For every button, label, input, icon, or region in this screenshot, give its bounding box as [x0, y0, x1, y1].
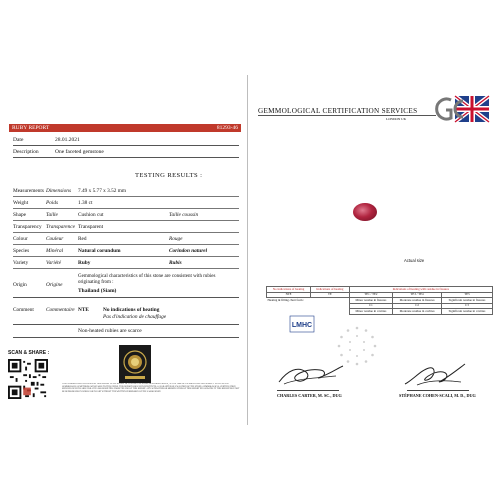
heat-cell: TE1 / TE2 — [349, 292, 393, 298]
result-row-species — [13, 246, 239, 257]
comment-row-fr — [13, 312, 239, 323]
heat-cell: Minor residue in fissures — [349, 298, 393, 304]
result-row-weight — [13, 198, 239, 209]
row-label: Transparency — [13, 224, 42, 230]
row-label-fr: Dimensions — [46, 188, 72, 194]
date-value: 28.01.2021 — [55, 137, 80, 143]
heating-chart-table — [266, 286, 493, 315]
heat-cell: Moderate residue in fissures — [393, 298, 442, 304]
actual-size-label: Actual size — [404, 258, 425, 263]
row-label-fr: Couleur — [46, 236, 64, 242]
divider — [258, 115, 436, 116]
heat-cell: Significant residue in fissures — [441, 298, 492, 304]
signer-cohen-scali: STÉPHANE COHEN-SCALI, M. D., DUG — [399, 393, 476, 398]
nonheated-note: Non-heated rubies are scarce — [78, 328, 142, 334]
row-label-fr: Minéral — [46, 248, 64, 254]
row-label-fr: Taille — [46, 212, 58, 218]
date-row — [13, 137, 80, 143]
origin-label-fr: Origine — [46, 282, 63, 288]
gcs-flag-logo-icon — [435, 94, 491, 124]
hologram-seal-icon — [119, 345, 151, 383]
row-value: 1.38 ct — [78, 200, 93, 206]
comment-label-fr: Commentaire — [46, 307, 75, 313]
heat-cell: TE3 / TE4 — [393, 292, 442, 298]
scan-share-label: SCAN & SHARE : — [8, 350, 50, 356]
heat-cell: Significant residue in cavities — [441, 309, 492, 315]
signature-line — [407, 390, 469, 391]
gcs-certificate-page — [249, 75, 500, 425]
row-value: Ruby — [78, 260, 91, 266]
comment-value-fr: Pas d'indication de chauffage — [103, 314, 167, 320]
ruby-report-page — [0, 75, 248, 425]
heat-cell: Indications of heating with residue in fissures — [349, 287, 492, 293]
signature-line — [277, 390, 339, 391]
row-value-fr: Taille coussin — [169, 212, 199, 218]
origin-label: Origin — [13, 282, 27, 288]
description-label: Description — [13, 149, 39, 155]
row-value: Natural corundum — [78, 248, 121, 254]
divider — [13, 337, 239, 338]
row-label: Species — [13, 248, 30, 254]
heat-cell: No indications of heating — [267, 287, 311, 293]
result-row-variety — [13, 258, 239, 269]
signer-carter: CHARLES CARTER, M. SC., DUG — [277, 393, 342, 398]
comment-label: Comment — [13, 307, 34, 313]
qr-code[interactable] — [8, 358, 48, 400]
row-value-fr: Corindon naturel — [169, 248, 208, 254]
result-row-transparency — [13, 222, 239, 233]
result-row-shape — [13, 210, 239, 221]
heat-chart-source: Heating & filling chart from : — [267, 297, 305, 302]
description-row — [13, 149, 104, 155]
report-number: 81293-46 — [216, 125, 238, 131]
divider — [13, 145, 239, 146]
ruby-stone-photo — [353, 203, 377, 221]
legal-fineprint: THE INFORMATION CONTAINED IN THIS REPORT IS THE RESULT OF TESTING THE STONE DESCRIBED ABOVE, AT THE TIME OF EXAMINATION AND SUBJECT TO ACCEPTED GEMMOLOGICAL METHODS APPLICABLE TO THIS STONE. THIS REPORT DOES NOT CONSTITUTE A GUARANTEE OR VALUATION OF THE STONE. GEMMOLOGICAL CERTIFICATION SERVICES IS NOT LIABLE FOR ANY LOSS RESULTING FROM THE USE OF THIS REPORT. ANY ALTERATION OR MODIFICATION OF THIS REPORT INVALIDATES IT. THIS REPORT MAY NOT BE REPRODUCED IN WHOLE OR IN PART WITHOUT THE WRITTEN PERMISSION OF THE LABORATORY. — [62, 383, 240, 393]
heat-cell: C3 — [441, 303, 492, 309]
heat-cell: TE — [311, 292, 350, 298]
lab-name: GEMMOLOGICAL CERTIFICATION SERVICES — [258, 107, 418, 115]
row-value: Cushion cut — [78, 212, 104, 218]
lab-location: LONDON UK — [386, 117, 407, 121]
row-label: Shape — [13, 212, 26, 218]
report-header-bar — [9, 124, 241, 132]
signature-cohen-scali — [399, 360, 469, 388]
heat-cell: Minor residue in cavities — [349, 309, 393, 315]
result-row-colour — [13, 234, 239, 245]
comment-code: NTE — [78, 307, 89, 313]
origin-note: Gemmological characteristics of this stone are consistent with rubies originating from : — [78, 274, 216, 285]
heat-cell: C2 — [393, 303, 442, 309]
description-value: One faceted gemstone — [55, 149, 104, 155]
heat-cell: C1 — [349, 303, 393, 309]
row-label: Measurements — [13, 188, 44, 194]
row-value-fr: Rubis — [169, 260, 182, 266]
row-label: Colour — [13, 236, 28, 242]
heat-cell: Indications of heating — [311, 287, 350, 293]
row-label: Variety — [13, 260, 29, 266]
origin-country: Thailand (Siam) — [78, 288, 117, 294]
heat-cell: NTE — [267, 292, 311, 298]
comment-value: No indications of heating — [103, 307, 160, 313]
date-label: Date — [13, 137, 24, 143]
signature-carter — [276, 360, 346, 388]
divider — [13, 324, 239, 325]
heat-cell: Moderate residue in cavities — [393, 309, 442, 315]
row-label: Weight — [13, 200, 29, 206]
lmhc-logo-icon — [289, 315, 315, 333]
report-label: RUBY REPORT — [12, 125, 50, 131]
row-value: Red — [78, 236, 87, 242]
heat-cell: TE5 — [441, 292, 492, 298]
row-value: Transparent — [78, 224, 104, 230]
row-value-fr: Rouge — [169, 236, 183, 242]
row-label-fr: Variété — [46, 260, 62, 266]
testing-results-title: TESTING RESULTS : — [135, 172, 203, 179]
row-label-fr: Transparence — [46, 224, 75, 230]
result-row-measurements — [13, 186, 239, 197]
lmhc-text: LMHC — [291, 322, 313, 329]
divider — [13, 157, 239, 158]
row-label-fr: Poids — [46, 200, 59, 206]
row-value: 7.49 x 5.77 x 3.52 mm — [78, 188, 126, 194]
divider — [13, 297, 239, 298]
